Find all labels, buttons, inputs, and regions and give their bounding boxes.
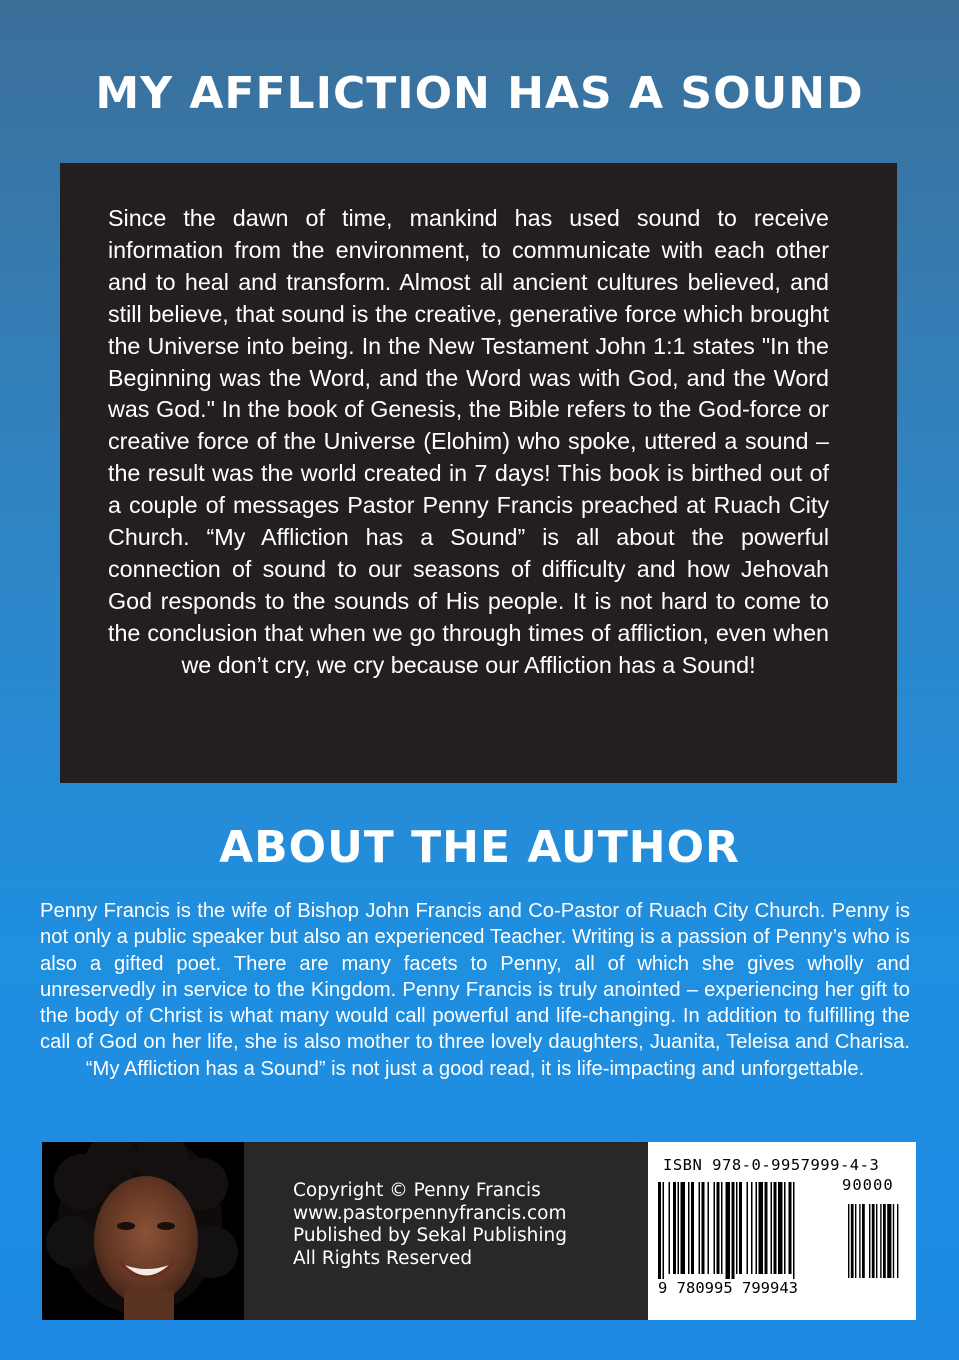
author-bio: Penny Francis is the wife of Bishop John Francis and Co-Pastor of Ruach City Church. Penny is not only a public speaker but also an experienced Teacher. Writing is a passion of Penny’s who is also a gifted poet. There are many facets to Penny, all of which she gives wholly and unreservedly in service to the Kingdom. Penny Francis is truly anointed – experiencing her gift to the body of Christ is what many would call powerful and life-changing. In addition to fulfilling the call of God on her life, she is also mother to three lovely daughters, Juanita, Teleisa and Charisa. “My Affliction has a Sound” is not just a good read, it is life-impacting and unforgettable. xyxy=(40,900,910,1080)
barcode-bar xyxy=(751,1182,753,1274)
about-author-heading: ABOUT THE AUTHOR xyxy=(219,822,740,873)
barcode-addon-bar xyxy=(869,1204,870,1278)
barcode-bar xyxy=(732,1182,735,1280)
barcode-bar xyxy=(702,1182,705,1274)
barcode-bar xyxy=(691,1182,694,1274)
barcode-area xyxy=(648,1142,916,1320)
publisher-line: Published by Sekal Publishing xyxy=(293,1225,567,1247)
barcode-bar xyxy=(726,1182,731,1280)
barcode-bar xyxy=(765,1182,768,1274)
barcode-addon-bar xyxy=(876,1204,877,1278)
barcode-bar xyxy=(756,1182,758,1274)
barcode-addon-bar xyxy=(848,1204,849,1278)
barcode-bar xyxy=(789,1182,792,1274)
barcode-addon-bar xyxy=(897,1204,898,1278)
barcode-addon-bar xyxy=(883,1204,886,1278)
website-link[interactable]: www.pastorpennyfrancis.com xyxy=(293,1202,567,1224)
barcode-addon-bar xyxy=(862,1204,865,1278)
blurb-panel xyxy=(60,163,897,783)
barcode-bars xyxy=(658,1182,908,1282)
barcode-addon-bar xyxy=(855,1204,856,1278)
barcode-bar xyxy=(663,1182,665,1280)
barcode-bar xyxy=(669,1182,671,1274)
barcode-bar xyxy=(673,1182,676,1274)
barcode-bar xyxy=(747,1182,749,1274)
barcode-bar xyxy=(721,1182,723,1274)
barcode-bar xyxy=(658,1182,661,1280)
barcode-bar xyxy=(793,1182,795,1280)
author-photo xyxy=(42,1142,244,1320)
copyright-line: Copyright © Penny Francis xyxy=(293,1180,541,1201)
barcode-addon-bar xyxy=(887,1204,891,1278)
barcode-bar xyxy=(739,1182,742,1274)
barcode-bar xyxy=(688,1182,690,1274)
barcode-addon-bar xyxy=(880,1204,881,1278)
copyright-block xyxy=(293,1180,567,1270)
barcode-ean-number: 9 780995 799943 xyxy=(658,1279,798,1297)
barcode-bar xyxy=(736,1182,738,1274)
barcode-bar xyxy=(771,1182,773,1274)
barcode-bar xyxy=(708,1182,710,1274)
isbn-label: ISBN 978-0-9957999-4-3 xyxy=(663,1156,880,1174)
barcode-bar xyxy=(717,1182,720,1274)
barcode-bar xyxy=(681,1182,686,1274)
barcode-bar xyxy=(714,1182,716,1274)
barcode-bar xyxy=(784,1182,786,1274)
barcode-bar xyxy=(678,1182,680,1274)
cover-title: MY AFFLICTION HAS A SOUND xyxy=(95,68,864,119)
barcode-bar xyxy=(759,1182,764,1274)
barcode-bar xyxy=(774,1182,777,1274)
barcode-bar xyxy=(778,1182,783,1274)
barcode-addon-bar xyxy=(893,1204,894,1278)
barcode-addon: 90000 xyxy=(842,1176,894,1194)
barcode-addon-bar xyxy=(859,1204,860,1278)
barcode-addon-bar xyxy=(851,1204,854,1278)
rights-line: All Rights Reserved xyxy=(293,1247,473,1269)
barcode-bar xyxy=(699,1182,701,1274)
blurb-text: Since the dawn of time, mankind has used sound to receive information from the environment, to communicate with each other and to heal and transform. Almost all ancient cultures believed, and still believe, that sound is the creative, generative force which brought the Universe into being. In the New Testament John 1:1 states "In the Beginning was the Word, and the Word was with God, and the Word was God." In the book of Genesis, the Bible refers to the God-force or creative force of the Universe (Elohim) who spoke, uttered a sound – the result was the world created in 7 days! This book is birthed out of a couple of messages Pastor Penny Francis preached at Ruach City Church. “My Affliction has a Sound” is all about the powerful connection of sound to our seasons of difficulty and how Jehovah God responds to the sounds of His people. It is not hard to come to the conclusion that when we go through times of affliction, even when we don’t cry, we cry because our Affliction has a Sound! xyxy=(108,205,829,678)
barcode-addon-bar xyxy=(872,1204,875,1278)
